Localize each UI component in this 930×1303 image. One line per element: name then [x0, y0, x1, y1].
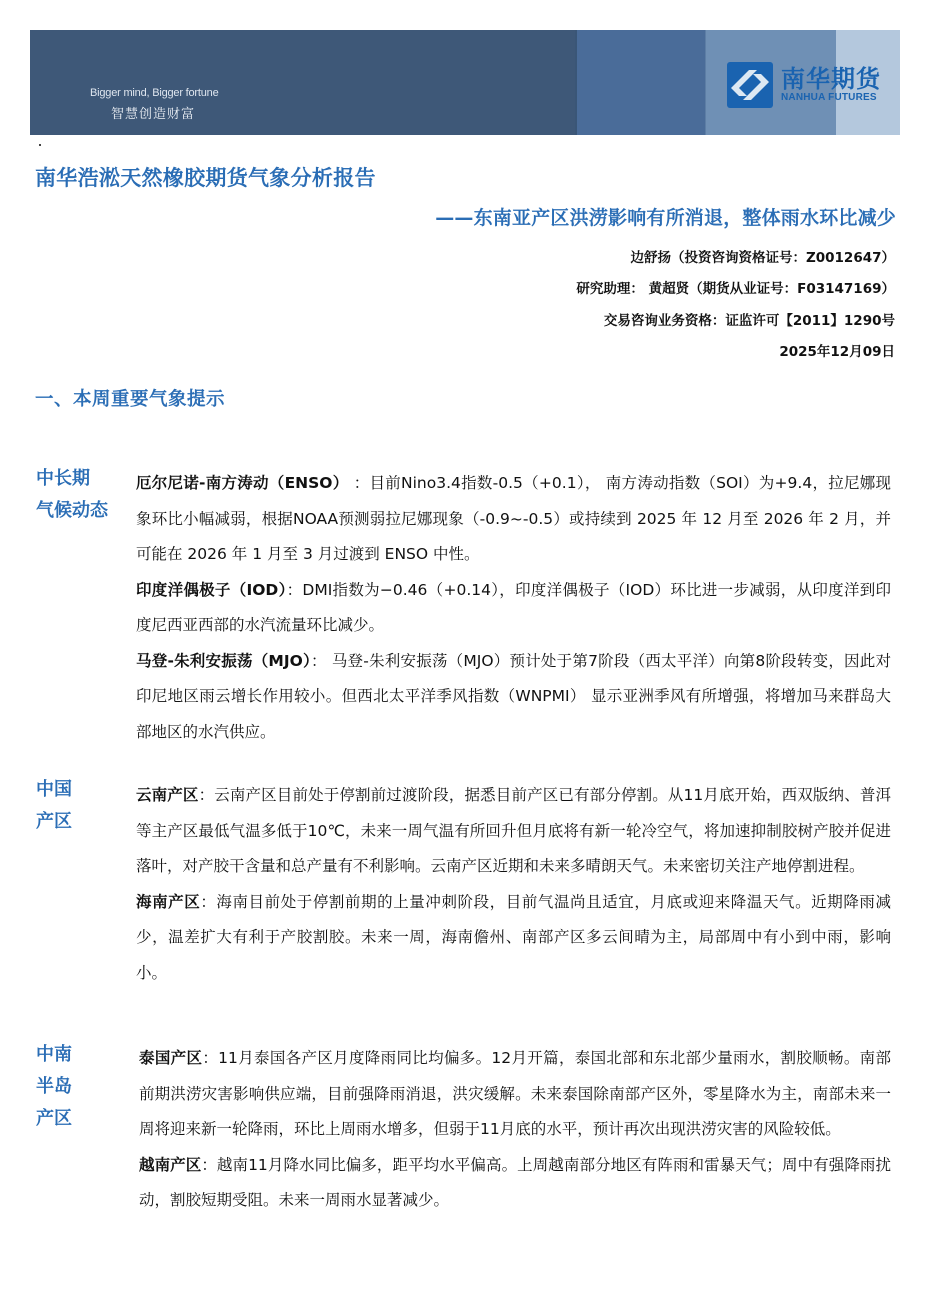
- banner-band-mid: [575, 30, 705, 135]
- paragraph-lead: 泰国产区: [139, 1049, 203, 1067]
- block-label-line: 中长期: [36, 468, 90, 489]
- block-body: [136, 778, 891, 991]
- block-label: [36, 1039, 72, 1135]
- slogan-english: Bigger mind, Bigger fortune: [90, 87, 219, 99]
- paragraph-mjo: [136, 644, 891, 751]
- paragraph-text: ：越南11月降水同比偏多，距平均水平偏高。上周越南部分地区有阵雨和雷暴天气；周中有强降雨扰动，割胶短期受阻。未来一周雨水显著减少。: [139, 1155, 891, 1209]
- paragraph-lead: 越南产区: [139, 1155, 202, 1174]
- paragraph-hainan: [136, 885, 891, 992]
- banner-band-dark: [30, 30, 575, 135]
- block-label: [36, 774, 72, 838]
- logo-name-chinese: 南华期货: [781, 65, 881, 93]
- block-label: [36, 463, 108, 527]
- logo-name-english: NANHUA FUTURES: [781, 92, 877, 103]
- paragraph-text: ：海南目前处于停割前期的上量冲刺阶段，目前气温尚且适宜，月底或迎来降温天气。近期降雨减少，温差扩大有利于产胶割胶。未来一周，海南儋州、南部产区多云间晴为主，局部周中有小到中雨，影响小。: [136, 892, 891, 982]
- report-title: 南华浩淞天然橡胶期货气象分析报告: [35, 166, 376, 190]
- paragraph-text: ：DMI指数为−0.46（+0.14），印度洋偶极子（IOD）环比进一步减弱，从印度洋到印度尼西亚西部的水汽流量环比减少。: [136, 580, 891, 634]
- stray-mark: [39, 144, 41, 146]
- nanhua-logo-icon: [727, 62, 773, 108]
- section-heading: 一、本周重要气象提示: [35, 389, 226, 410]
- paragraph-enso: [136, 466, 891, 573]
- slogan-chinese: 智慧创造财富: [111, 107, 196, 122]
- paragraph-lead: 马登-朱利安振荡（MJO）: [136, 651, 311, 670]
- block-label-line: 中南: [36, 1044, 72, 1065]
- analyst-credit: 边舒扬（投资咨询资格证号：Z0012647）: [630, 250, 895, 266]
- report-subtitle: ——东南亚产区洪涝影响有所消退，整体雨水环比减少: [435, 207, 896, 229]
- block-body: [139, 1041, 891, 1219]
- block-label-line: 中国: [36, 779, 72, 800]
- block-label-line: 半岛: [36, 1076, 72, 1097]
- paragraph-thailand: [139, 1041, 891, 1148]
- paragraph-vietnam: [139, 1148, 891, 1219]
- paragraph-iod: [136, 573, 891, 644]
- paragraph-text: ：目前Nino3.4指数-0.5（+0.1）， 南方涛动指数（SOI）为+9.4，拉尼娜现象环比小幅减弱，根据NOAA预测弱拉尼娜现象（-0.9~-0.5）或持续到 2025 年 12 月至 2026 年 2 月，并可能在 2026 年 1 月至 3 月过渡到 ENSO 中性。: [136, 474, 892, 563]
- paragraph-text: ： 马登-朱利安振荡（MJO）预计处于第7阶段（西太平洋）向第8阶段转变，因此对印尼地区雨云增长作用较小。但西北太平洋季风指数（WNPMI） 显示亚洲季风有所增强，将增加马来群岛大部地区的水汽供应。: [136, 651, 891, 741]
- paragraph-lead: 海南产区: [136, 892, 201, 911]
- assistant-credit: 研究助理： 黄超贤（期货从业证号：F03147169）: [576, 281, 895, 297]
- paragraph-text: ：云南产区目前处于停割前过渡阶段，据悉目前产区已有部分停割。从11月底开始，西双版纳、普洱等主产区最低气温多低于10℃，未来一周气温有所回升但月底将有新一轮冷空气，将加速抑制胶树产胶并促进落叶，对产胶干含量和总产量有不利影响。云南产区近期和未来多晴朗天气。未来密切关注产地停割进程。: [136, 786, 891, 875]
- block-label-line: 产区: [36, 1108, 72, 1129]
- report-date: 2025年12月09日: [779, 344, 895, 360]
- block-body: [136, 466, 891, 750]
- block-label-line: 产区: [36, 811, 72, 832]
- paragraph-lead: 厄尔尼诺-南方涛动（ENSO）: [136, 474, 349, 492]
- company-logo: [727, 62, 881, 108]
- paragraph-text: ：11月泰国各产区月度降雨同比均偏多。12月开篇，泰国北部和东北部少量雨水，割胶顺畅。南部前期洪涝灾害影响供应端，目前强降雨消退，洪灾缓解。未来泰国除南部产区外，零星降水为主，南部未来一周将迎来新一轮降雨，环比上周雨水增多，但弱于11月底的水平，预计再次出现洪涝灾害的风险较低。: [139, 1049, 891, 1138]
- block-label-line: 气候动态: [36, 500, 108, 521]
- qualification-license: 交易咨询业务资格：证监许可【2011】1290号: [603, 313, 895, 329]
- paragraph-lead: 印度洋偶极子（IOD）: [136, 580, 287, 599]
- paragraph-yunnan: [136, 778, 891, 885]
- paragraph-lead: 云南产区: [136, 786, 199, 804]
